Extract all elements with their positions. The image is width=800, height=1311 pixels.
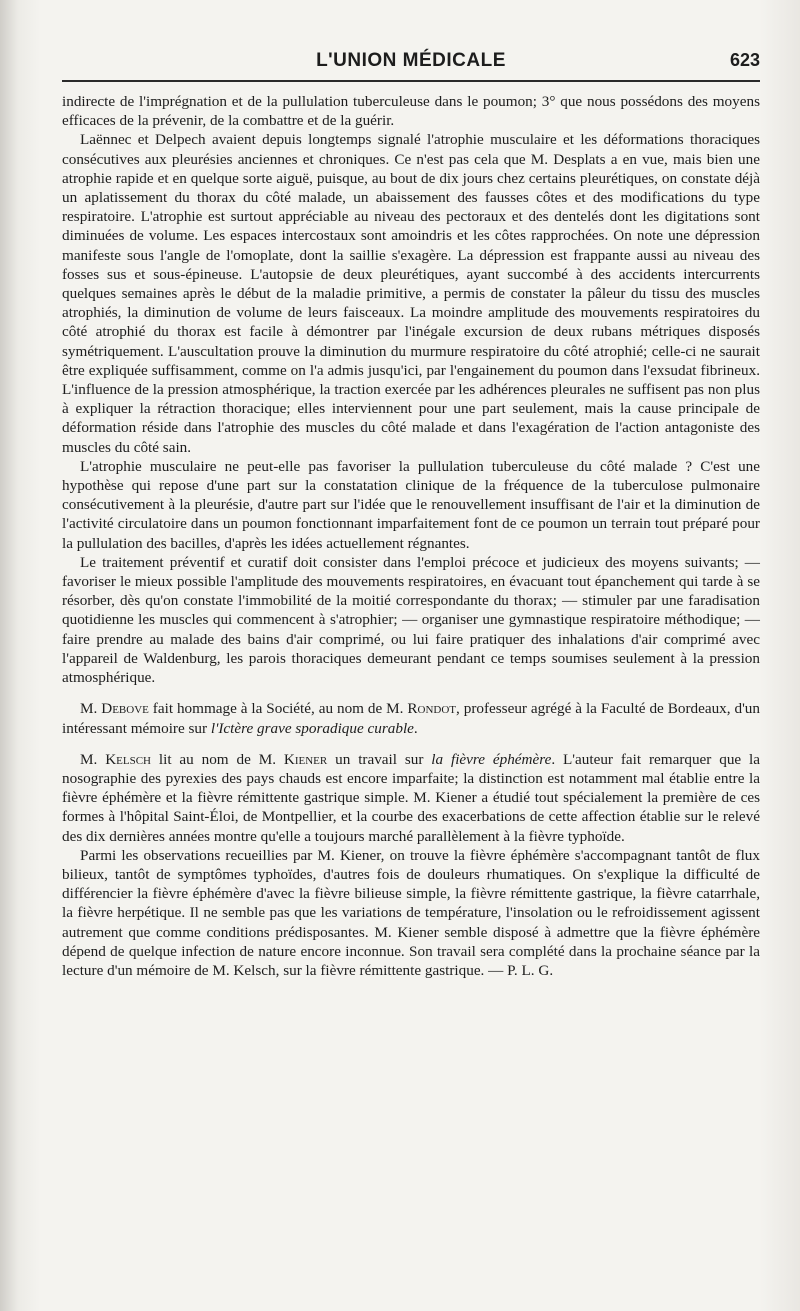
- memoir-title: l'Ictère grave sporadique curable: [210, 719, 414, 737]
- article-body: [62, 92, 760, 980]
- author-name: Kiener: [283, 750, 328, 768]
- paragraph-debove: M. Debove fait hommage à la Société, au nom de M. Rondot, professeur agrégé à la Faculté de Bordeaux, d'un intéressant mémoire sur l'Ictère grave sporadique curable.: [62, 700, 760, 737]
- paragraph: Laënnec et Delpech avaient depuis longtemps signalé l'atrophie musculaire et les déformations thoraciques consécutives aux pleurésies anciennes et chroniques. Ce n'est pas cela que M. Desplats a en vue, mais bien une atrophie rapide et en quelque sorte aiguë, puisque, au bout de dix jours chez certains pleurétiques, on constate déjà un aplatissement du thorax du côté malade, un abaissement des fausses côtes et des modifications du type respiratoire. L'atrophie est surtout appréciable au niveau des pectoraux et des dentelés dont les digitations sont diminuées de volume. Les espaces intercostaux sont amoindris et les côtes rapprochées. On note une dépression manifeste sous l'angle de l'omoplate, dont la saillie s'exagère. La dépression est frappante aussi au niveau des fosses sus et sous-épineuse. L'autopsie de deux pleurétiques, ayant succombé à des accidents intercurrents quelques semaines après le début de la maladie primitive, a permis de constater la pâleur du tissu des muscles atrophiés, la diminution de volume de leurs faisceaux. La moindre amplitude des mouvements respiratoires du côté atrophié du thorax est facile à démontrer par l'inégale excursion de deux rubans métriques disposés symétriquement. L'auscultation prouve la diminution du murmure respiratoire du côté atrophié; celle-ci ne saurait être expliquée suffisamment, comme on l'a admis jusqu'ici, par l'engainement du poumon dans l'exsudat fibrineux. L'influence de la pression atmosphérique, la traction exercée par les adhérences pleurales ne suffisent pas non plus à expliquer la rétraction thoracique; elles interviennent pour une part seulement, mais la cause principale de déformation réside dans l'atrophie des muscles du côté malade et dans l'exagération de l'action antagoniste des muscles du côté sain.: [62, 131, 760, 456]
- paragraph: Le traitement préventif et curatif doit consister dans l'emploi précoce et judicieux des moyens suivants; — favoriser le mieux possible l'amplitude des mouvements respiratoires, en évacuant tout épanchement qui tarde à se résorber, dès qu'on constate l'immobilité de la moitié correspondante du thorax; — stimuler par une faradisation quotidienne les muscles qui commencent à s'atrophier; — organiser une gymnastique respiratoire méthodique; — faire prendre au malade des bains d'air comprimé, ou lui faire pratiquer des inhalations d'air comprimé avec l'appareil de Waldenburg, les parois thoraciques demeurant pendant ce temps soumises seulement à la pression atmosphérique.: [62, 553, 760, 687]
- paragraph: Parmi les observations recueillies par M. Kiener, on trouve la fièvre éphémère s'accompagnant tantôt de flux bilieux, tantôt de symptômes typhoïdes, d'autres fois de douleurs rhumatiques. On s'explique la difficulté de différencier la fièvre éphémère d'avec la fièvre bilieuse simple, la fièvre rémittente gastrique, la fièvre catarrhale, la fièvre herpétique. Il ne semble pas que les variations de température, l'insolation ou le refroidissement agissent autrement que comme conditions prédisposantes. M. Kiener semble disposé à admettre que la fièvre éphémère dépend de quelque infection de nature encore inconnue. Son travail sera complété dans la prochaine séance par la lecture d'un mémoire de M. Kelsch, sur la fièvre rémittente gastrique. — P. L. G.: [62, 846, 760, 979]
- author-name: Kelsch: [105, 750, 151, 768]
- running-title: L'UNION MÉDICALE: [316, 50, 506, 71]
- page-number: 623: [729, 50, 760, 70]
- work-title: la fièvre éphémère: [431, 750, 552, 768]
- page-header: [62, 44, 760, 84]
- paragraph-kelsch: M. Kelsch lit au nom de M. Kiener un travail sur la fièvre éphémère. L'auteur fait remarquer que la nosographie des pyrexies des pays chauds est encore imparfaite; la distinction est notamment mal établie entre la fièvre éphémère et la fièvre rémittente gastrique simple. M. Kiener a étudié tout spécialement la première de ces formes à l'hôpital Saint-Éloi, de Montpellier, et la courbe des exacerbations de cette affection établie sur le relevé des dix dernières années montre qu'elle a toujours marché parallèlement à la fièvre typhoïde.: [62, 750, 760, 845]
- author-name: Rondot: [407, 700, 457, 718]
- author-name: Debove: [101, 700, 149, 718]
- paragraph: L'atrophie musculaire ne peut-elle pas favoriser la pullulation tuberculeuse du côté malade ? C'est une hypothèse qui repose d'une part sur la constatation clinique de la fréquence de la tuberculose pulmonaire consécutivement à la pleurésie, d'autre part sur l'idée que le renouvellement insuffisant de l'air et la diminution de l'activité circulatoire dans un poumon fonctionnant imparfaitement font de ce poumon un terrain tout préparé pour la pullulation des bacilles, d'après les idées actuellement régnantes.: [62, 457, 760, 552]
- header-rule: [62, 80, 760, 82]
- paragraph: indirecte de l'imprégnation et de la pullulation tuberculeuse dans le poumon; 3° que nous possédons des moyens efficaces de la prévenir, de la combattre et de la guérir.: [62, 93, 760, 130]
